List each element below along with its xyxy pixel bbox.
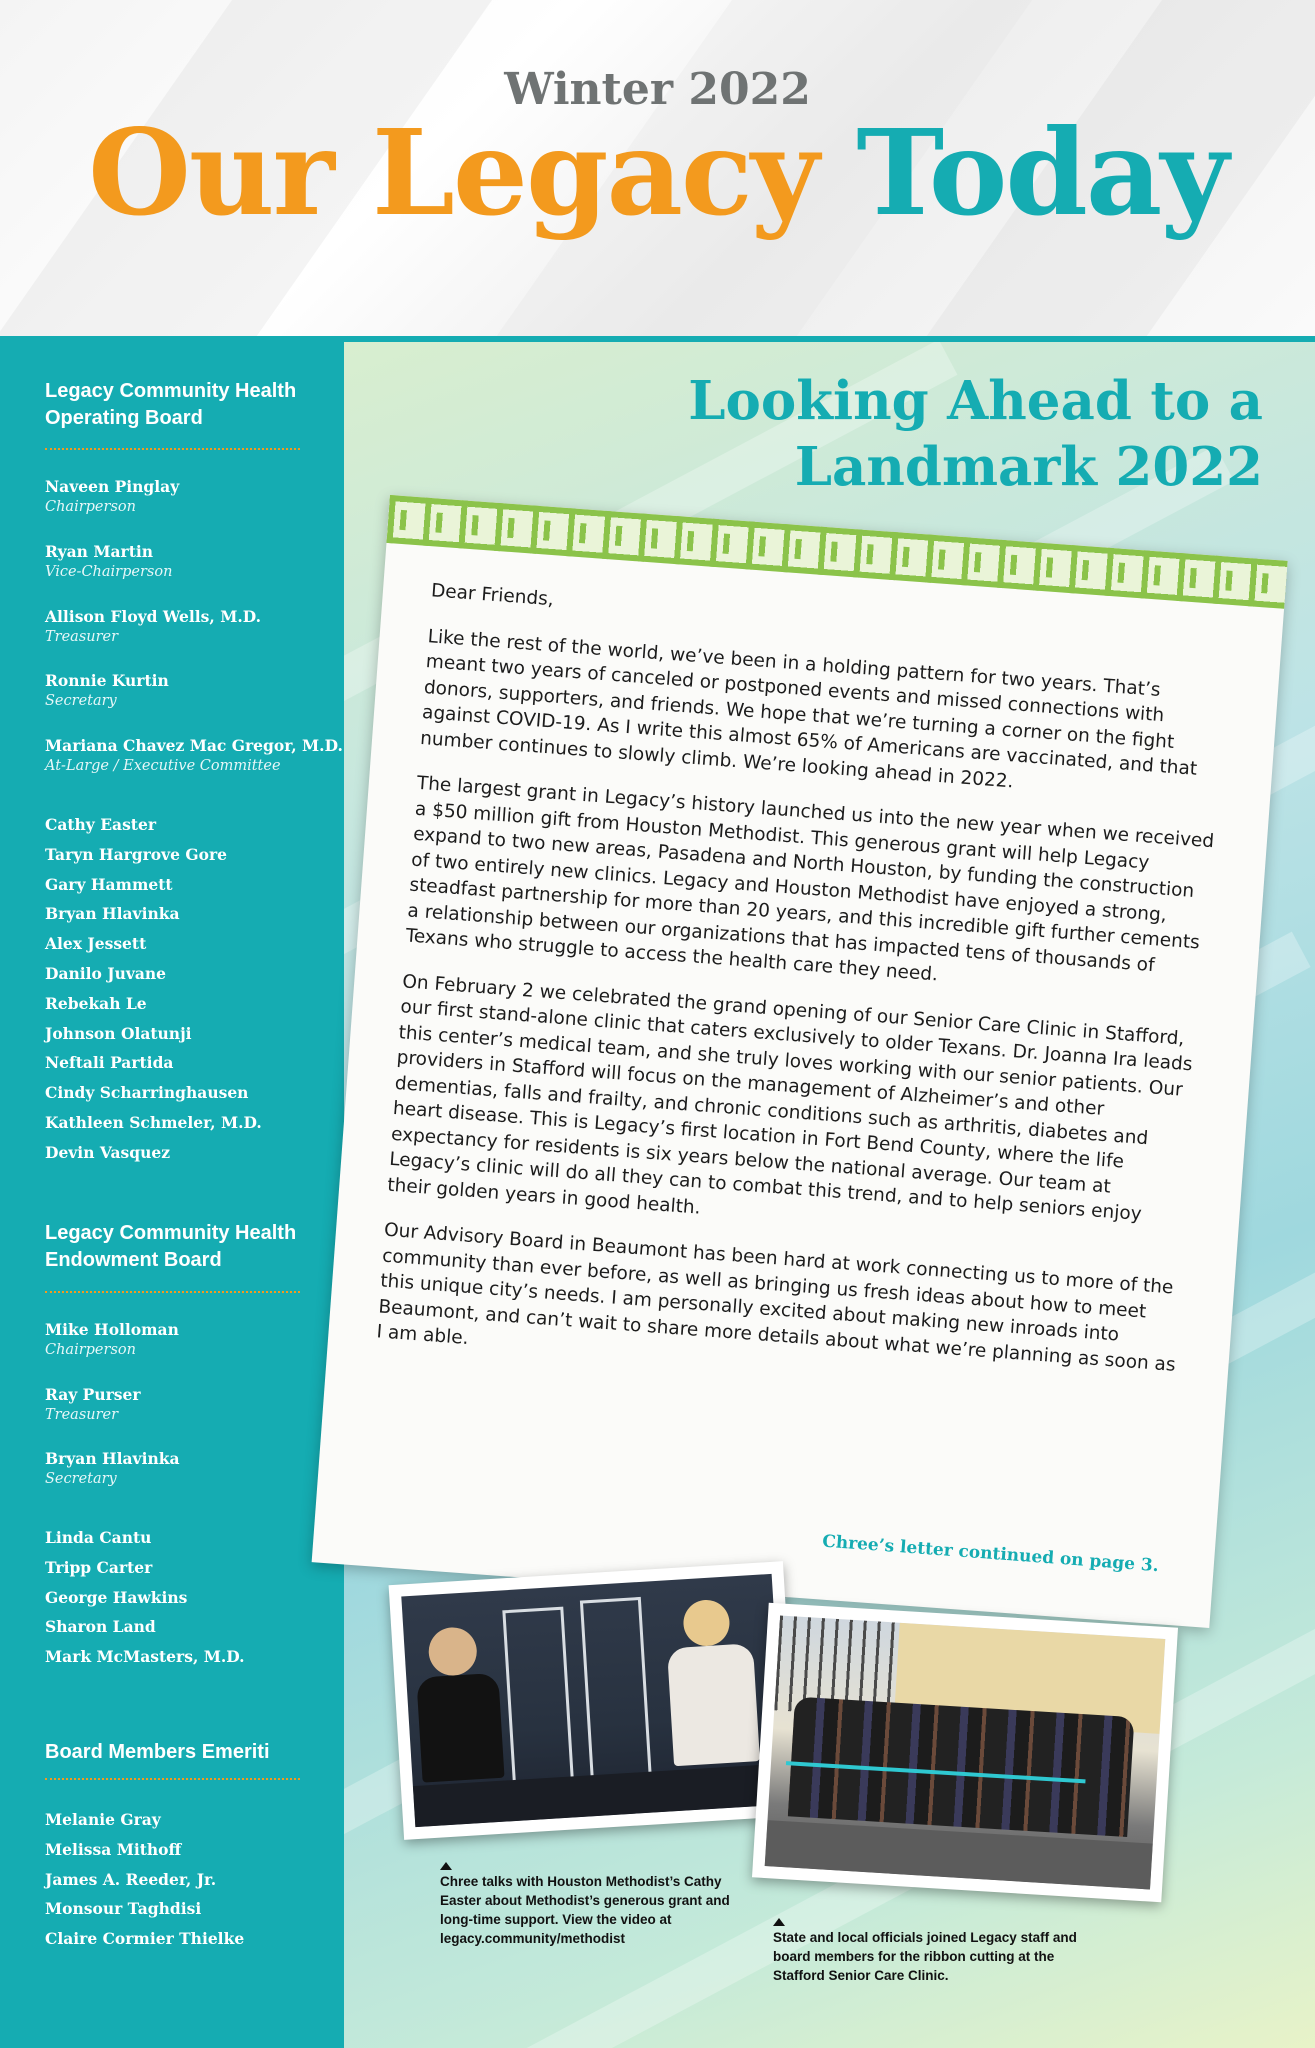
member-name: Linda Cantu (45, 1528, 152, 1547)
photo1-caption (440, 1862, 740, 1948)
operating-board-heading (45, 378, 335, 432)
board-member-list (45, 810, 345, 1168)
member-name: Allison Floyd Wells, M.D. (45, 607, 262, 626)
letter-paragraph: Like the rest of the world, we’ve been in a holding pattern for two years. That’s meant two years of canceled or postponed events and missed connections with donors, supporters, and friends. We hope that we’re turning a corner on the fight against COVID-19. As I write this almost 65% of Americans are vaccinated, and that number continues to slowly climb. We’re looking ahead in 2022. (419, 625, 1198, 792)
member-role: Treasurer (45, 629, 119, 645)
dotted-divider (45, 1778, 300, 1780)
member-role: Treasurer (45, 1407, 119, 1423)
caret-up-icon (440, 1862, 452, 1870)
member-role: Chairperson (45, 1342, 136, 1358)
member-name: Bryan Hlavinka (45, 1449, 180, 1468)
board-member-list (45, 1805, 345, 1954)
photo-image (765, 1615, 1166, 1889)
person-head (682, 1599, 731, 1648)
board-officer (45, 476, 345, 518)
person-head (427, 1626, 478, 1677)
member-name: James A. Reeder, Jr. (45, 1869, 217, 1889)
heading-line: Endowment Board (45, 1249, 222, 1271)
member-name: Cathy Easter (45, 815, 156, 834)
member-name: Ronnie Kurtin (45, 671, 169, 690)
member-name: Ray Purser (45, 1385, 141, 1404)
article-headline (563, 368, 1263, 500)
letter-body (374, 578, 1230, 1423)
emeriti-heading: Board Members Emeriti (45, 1741, 270, 1763)
dotted-divider (45, 1291, 300, 1293)
member-name: Gary Hammett (45, 874, 173, 894)
member-name: Alex Jessett (45, 934, 147, 954)
board-officer (45, 1448, 345, 1490)
member-name: Cindy Scharringhausen (45, 1083, 249, 1103)
shelf-unit (502, 1607, 574, 1786)
issue-label: Winter 2022 (504, 64, 811, 115)
member-name: Monsour Taghdisi (45, 1899, 202, 1919)
publication-title (0, 103, 1315, 242)
letter-paragraph: Our Advisory Board in Beaumont has been hard at work connecting us to more of the community than ever before, as well as bringing us fresh ideas about how to meet this unique city’s needs. I am personally excited about making new inroads into Beaumont, and can’t wait to share more details about what we’re planning as soon as I am able. (375, 1219, 1177, 1376)
heading-line: Operating Board (45, 407, 203, 429)
letter-sheet (312, 495, 1288, 1628)
board-sidebar (0, 342, 344, 2048)
caret-up-icon (773, 1918, 785, 1926)
title-our-legacy: Our Legacy (88, 103, 818, 242)
member-role: Vice-Chairperson (45, 564, 173, 580)
masthead-banner (0, 0, 1315, 336)
member-name: Ryan Martin (45, 542, 154, 561)
member-role: Chairperson (45, 499, 136, 515)
interview-photo (389, 1561, 799, 1840)
board-member-list (45, 1523, 345, 1672)
member-name: Mike Holloman (45, 1320, 179, 1339)
heading-line: Legacy Community Health (45, 380, 297, 402)
headline-line: Landmark 2022 (794, 436, 1263, 498)
board-officer (45, 1384, 345, 1426)
shelf-unit (580, 1597, 652, 1781)
member-name: Melissa Mithoff (45, 1839, 182, 1859)
member-role: At-Large / Executive Committee (45, 758, 281, 774)
member-name: Danilo Juvane (45, 963, 167, 983)
photo-image (401, 1574, 785, 1827)
ribbon-cutting-photo (752, 1603, 1178, 1903)
member-name: Taryn Hargrove Gore (45, 844, 227, 864)
member-name: Mark McMasters, M.D. (45, 1647, 245, 1667)
member-role: Secretary (45, 693, 117, 709)
dotted-divider (45, 448, 300, 450)
caption-text: Chree talks with Houston Methodist’s Cathy Easter about Methodist’s generous grant and long-time support. View the video at legacy.community/methodist (440, 1874, 730, 1946)
board-officer (45, 606, 345, 648)
board-officer (45, 1319, 345, 1361)
member-name: Naveen Pinglay (45, 477, 180, 496)
salutation: Dear Friends, (430, 580, 555, 611)
title-today: Today (856, 103, 1227, 242)
member-name: Tripp Carter (45, 1557, 153, 1577)
letter-paragraph: The largest grant in Legacy’s history launched us into the new year when we received a $50 million gift from Houston Methodist. This generous grant will help Legacy expand to two new areas, Pasadena and North Houston, by funding the construction of two entirely new clinics. Legacy and Houston Methodist have enjoyed a strong, steadfast partnership for more than 20 years, and this incredible gift further cements a relationship between our organizations that has impacted tens of thousands of Texans who struggle to access the health care they need. (404, 772, 1215, 986)
member-name: Melanie Gray (45, 1810, 161, 1829)
heading-line: Legacy Community Health (45, 1222, 297, 1244)
caption-text: State and local officials joined Legacy staff and board members for the ribbon cutting at the Stafford Senior Care Clinic. (773, 1930, 1077, 1983)
member-name: Devin Vasquez (45, 1142, 171, 1162)
member-name: Mariana Chavez Mac Gregor, M.D. (45, 736, 343, 755)
person-body (667, 1643, 760, 1766)
member-name: Bryan Hlavinka (45, 904, 180, 924)
endowment-board-heading (45, 1220, 335, 1274)
person-body (416, 1673, 504, 1783)
member-name: Rebekah Le (45, 993, 147, 1013)
member-name: George Hawkins (45, 1587, 188, 1607)
letter-paragraph: On February 2 we celebrated the grand opening of our Senior Care Clinic in Stafford, our first stand-alone clinic that caters exclusively to older Texans. Dr. Joanna Ira leads this center’s medical team, and she truly loves working with our senior patients. Our providers in Stafford will focus on the management of Alzheimer’s and other dementias, falls and frailty, and chronic conditions such as arthritis, diabetes and heart disease. This is Legacy’s first location in Fort Bend County, where the life expectancy for residents is six years below the national average. Our team at Legacy’s clinic will do all they can to combat this trend, and to help seniors enjoy their golden years in good health. (386, 970, 1194, 1225)
member-name: Johnson Olatunji (45, 1023, 192, 1043)
member-name: Neftali Partida (45, 1053, 174, 1073)
headline-line: Looking Ahead to a (688, 370, 1263, 432)
member-role: Secretary (45, 1471, 117, 1487)
member-name: Sharon Land (45, 1617, 156, 1637)
member-name: Claire Cormier Thielke (45, 1929, 245, 1949)
photo2-caption (773, 1918, 1093, 1985)
board-officer (45, 735, 345, 777)
board-officer (45, 541, 345, 583)
continued-link[interactable]: Chree’s letter continued on page 3. (821, 1531, 1160, 1577)
board-officer (45, 670, 345, 712)
member-name: Kathleen Schmeler, M.D. (45, 1112, 262, 1132)
